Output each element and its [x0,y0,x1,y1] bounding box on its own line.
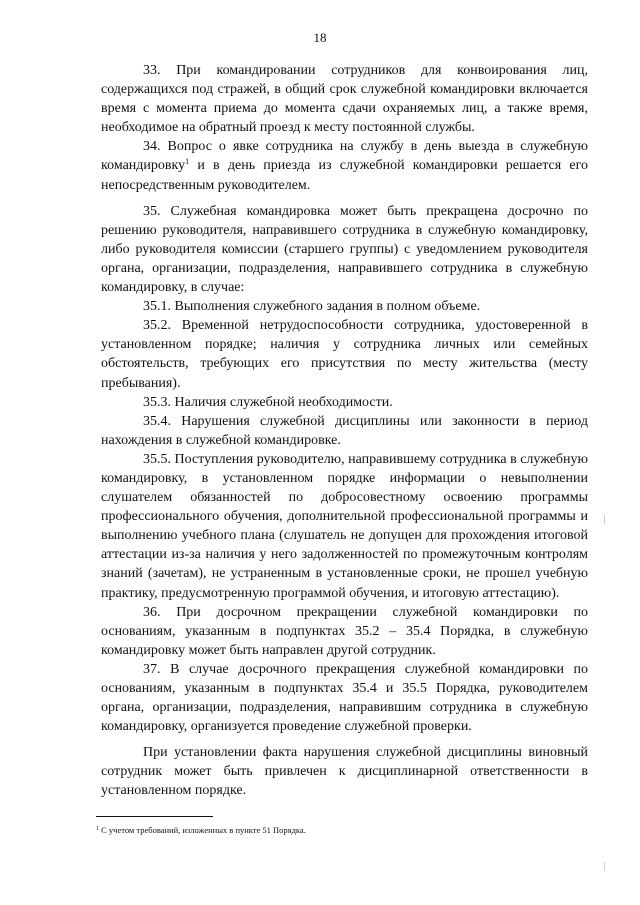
footnote-text: С учетом требований, изложенных в пункте 51 Порядка. [99,825,306,835]
paragraph-33: 33. При командировании сотрудников для конвоирования лиц, содержащихся под стражей, в общий срок служебной командировки включается время с момента приема до момента сдачи охраняемых лиц, а также время, необходимое на обратный проезд к месту постоянной службы. [101,63,588,136]
paragraph-34-text-start: 34. Вопрос о явке сотрудника на службу в день выезда в служебную командировку [101,139,588,174]
paragraph-37-continuation: При установлении факта нарушения служебной дисциплины виновный сотрудник может быть привлечен к дисциплинарной ответственности в установленном порядке. [101,745,588,799]
footnote-separator [96,816,213,817]
footnote [96,825,586,836]
footnote-mark: 1 [96,826,99,832]
paragraph-35-5: 35.5. Поступления руководителю, направившему сотрудника в служебную командировку, в установленном порядке информации о невыполнении слушателем обязанностей по добросовестному освоению программы профессионального обучения, дополнительной профессиональной программы и выполнению учебного плана (слушатель не допущен для прохождения итоговой аттестации из-за наличия у него задолженностей по промежуточным контролям знаний (зачетам), не устраненным в установленные сроки, не прошел учебную практику, предусмотренную программой обучения, и итоговую аттестацию). [101,451,588,601]
document-body [101,61,588,801]
scan-edge-mark [604,862,605,871]
paragraph-37: 37. В случае досрочного прекращения служебной командировки по основаниям, указанным в подпунктах 35.4 и 35.5 Порядка, руководителем органа, организации, подразделения, направившим сотрудника в служебную командировку, организуется проведение служебной проверки. [101,661,588,735]
page-number: 18 [313,30,327,45]
scan-edge-mark [604,515,605,524]
footnote-reference: 1 [185,157,190,167]
paragraph-35-4: 35.4. Нарушения служебной дисциплины или законности в период нахождения в служебной командировке. [101,413,588,448]
paragraph-35-1: 35.1. Выполнения служебного задания в полном объеме. [143,299,481,315]
paragraph-35: 35. Служебная командировка может быть прекращена досрочно по решению руководителя, направившего сотрудника в служебную командировку, либо руководителя комиссии (старшего группы) с уведомлением руководителя органа, организации, подразделения, направившего сотрудника в служебную командировку, в случае: [101,203,588,296]
paragraph-35-3: 35.3. Наличия служебной необходимости. [143,394,393,410]
paragraph-34-text-end: и в день приезда из служебной командировки решается его непосредственным руководителем. [101,158,588,193]
paragraph-34 [101,137,588,194]
paragraph-36: 36. При досрочном прекращении служебной командировки по основаниям, указанным в подпунктах 35.2 – 35.4 Порядка, в служебную командировку может быть направлен другой сотрудник. [101,604,588,658]
paragraph-35-2: 35.2. Временной нетрудоспособности сотрудника, удостоверенной в установленном порядке; наличия у сотрудника личных или семейных обстоятельств, требующих его присутствия по месту жительства (месту пребывания). [101,318,588,391]
